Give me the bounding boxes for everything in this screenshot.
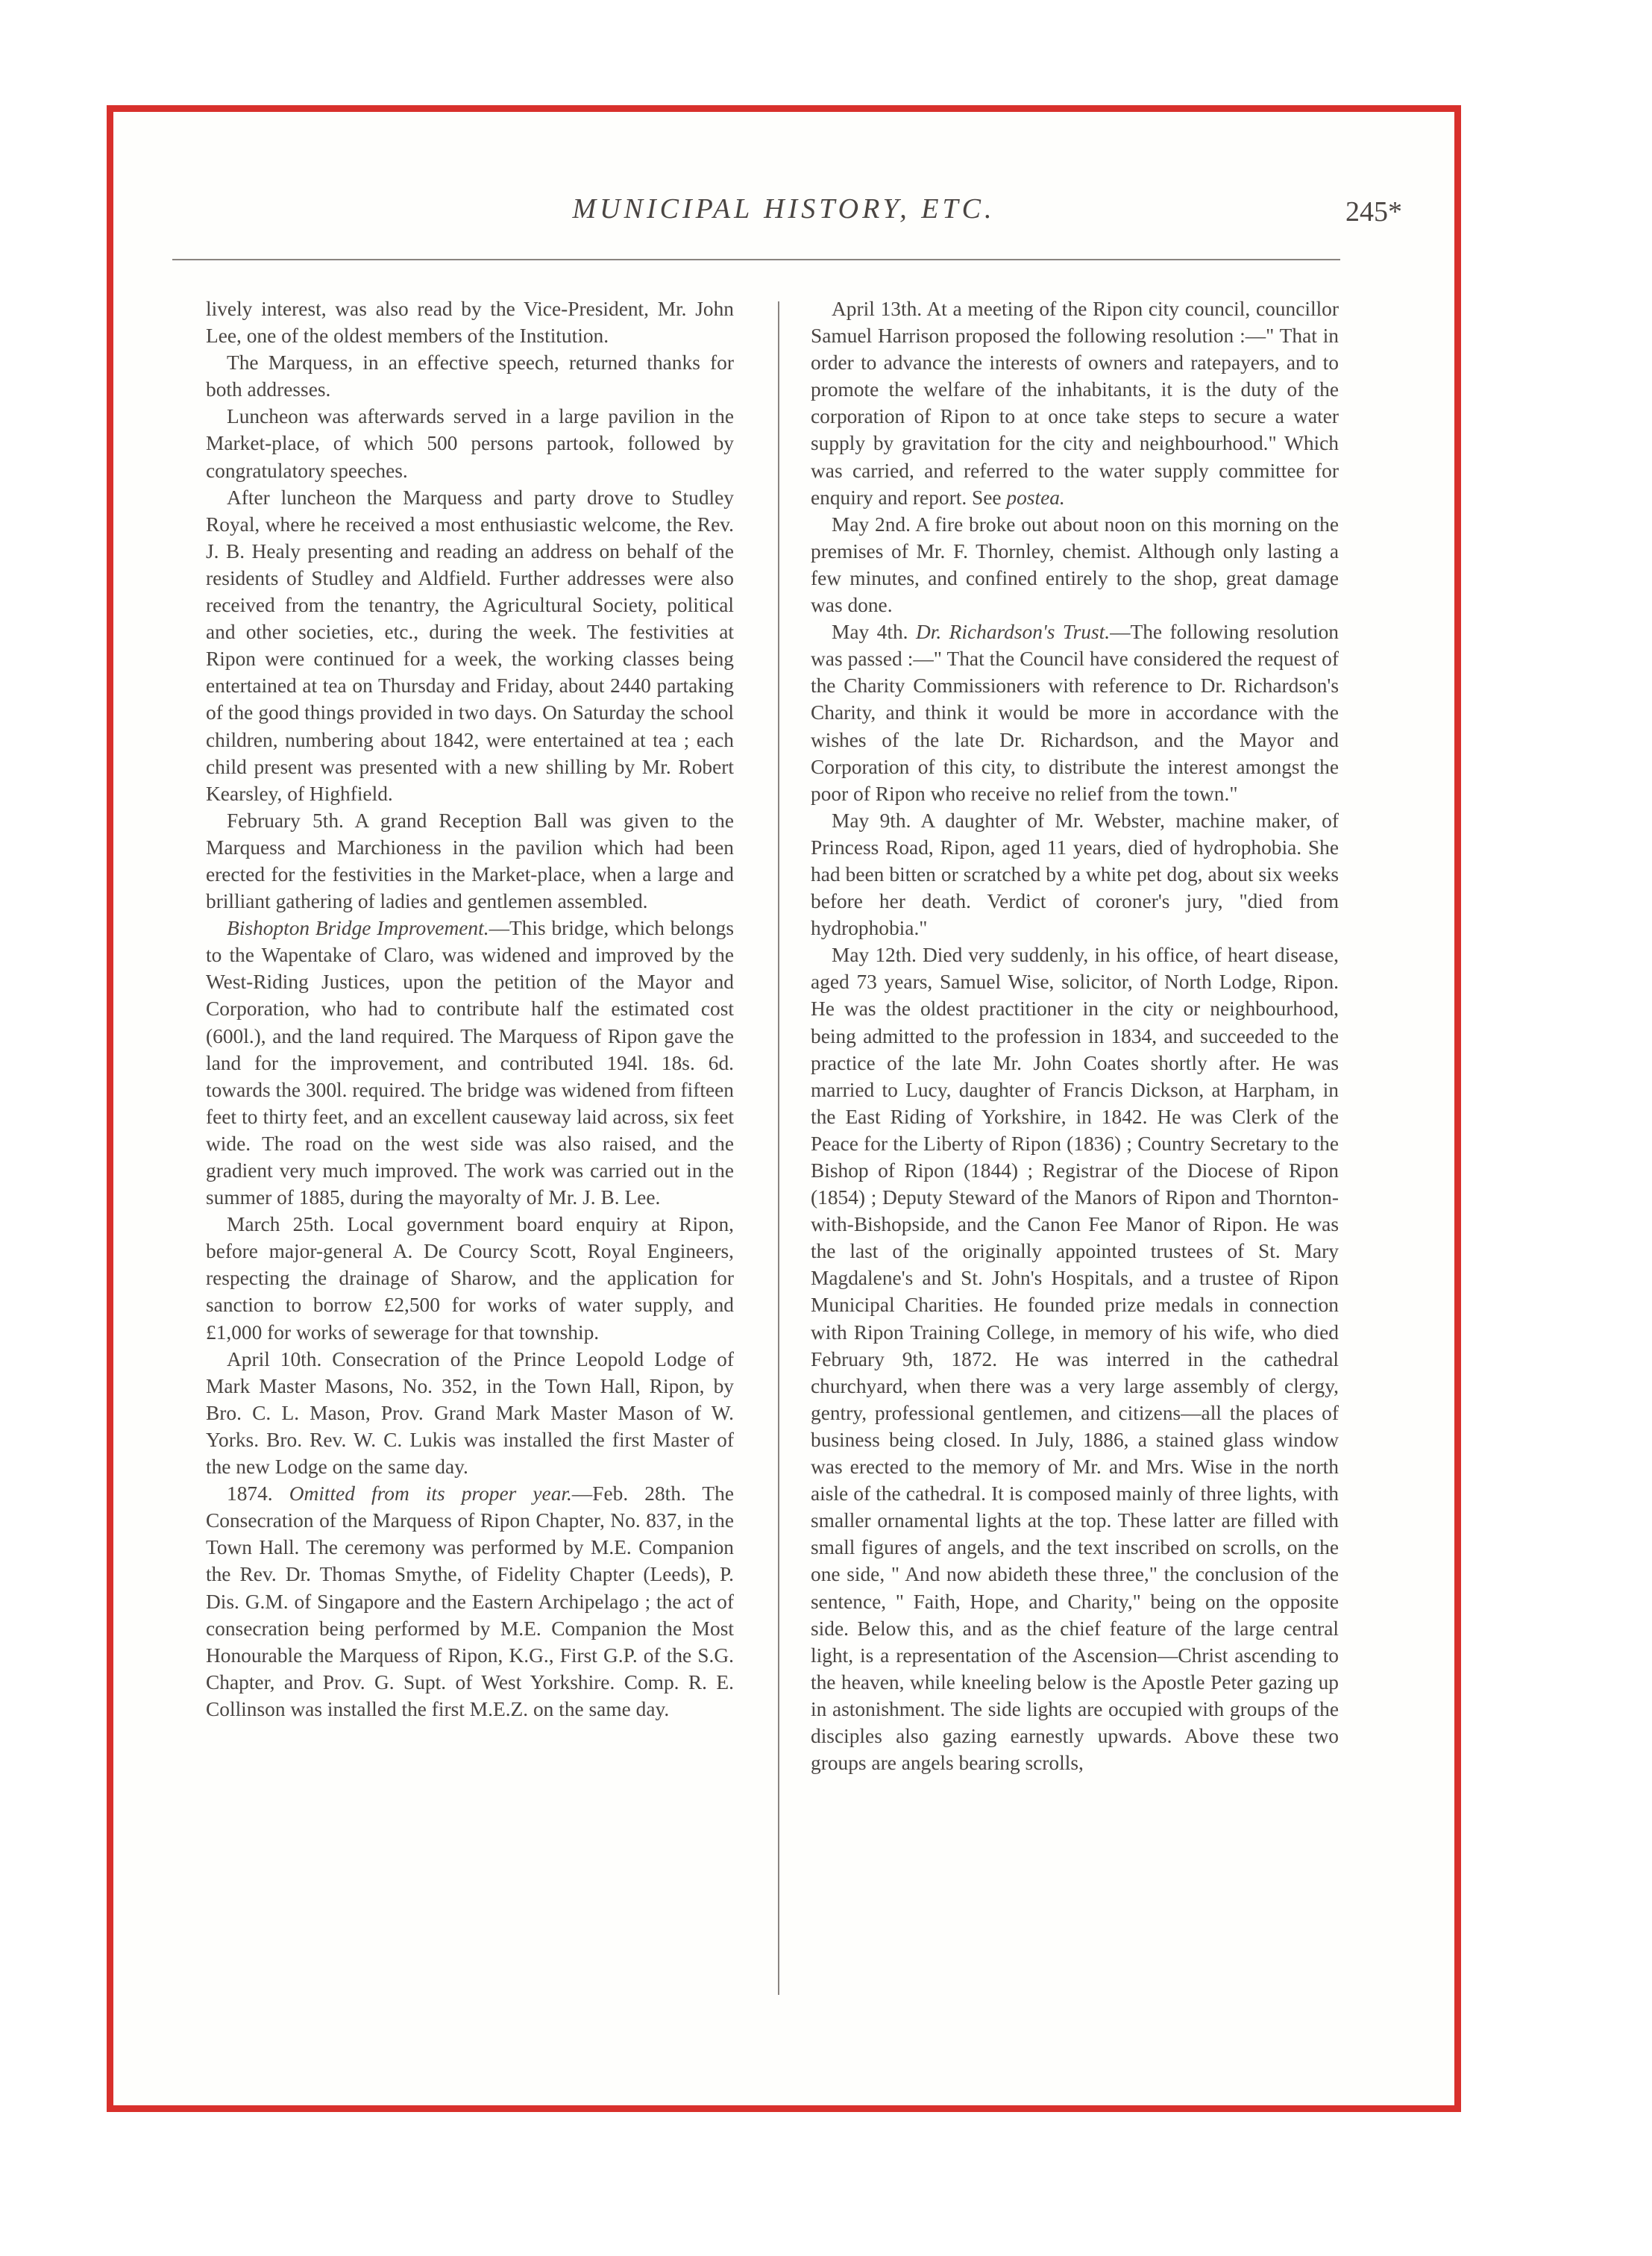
paragraph: Luncheon was afterwards served in a large pavilion in the Market-place, of which 500 persons partook, followed by congratulatory speeches.	[206, 405, 734, 482]
paragraph: May 2nd. A fire broke out about noon on this morning on the premises of Mr. F. Thornley, chemist. Although only lasting a few minutes, and confined entirely to the shop, great damage was done.	[811, 513, 1339, 617]
paragraph-body: —Feb. 28th. The Consecration of the Marquess of Ripon Chapter, No. 837, in the Town Hall. The ceremony was performed by M.E. Companion the Rev. Dr. Thomas Smythe, of Fidelity Chapter (Leeds), P. Dis. G.M. of Singapore and the Eastern Archipelago ; the act of consecration being performed by M.E. Companion the Most Honourable the Marquess of Ripon, K.G., First G.P. of the S.G. Chapter, and Prov. G. Supt. of West Yorkshire. Comp. R. E. Collinson was installed the first M.E.Z. on the same day.	[206, 1482, 734, 1720]
paragraph-lead: Dr. Richardson's Trust.	[915, 621, 1111, 644]
paragraph-body: —This bridge, which belongs to the Wapentake of Claro, was widened and improved by the West-Riding Justices, upon the petition of the Mayor and Corporation, who had to contribute half the estimated cost (600l.), and the land required. The Marquess of Ripon gave the land for the improvement, and contributed 194l. 18s. 6d. towards the 300l. required. The bridge was widened from fifteen feet to thirty feet, and an excellent causeway laid across, six feet wide. The road on the west side was also raised, and the gradient very much improved. The work was carried out in the summer of 1885, during the mayoralty of Mr. J. B. Lee.	[206, 917, 734, 1209]
page-border	[107, 105, 1461, 2112]
paragraph	[811, 295, 1339, 511]
paragraph: After luncheon the Marquess and party drove to Studley Royal, where he received a most enthusiastic welcome, the Rev. J. B. Healy presenting and reading an address on behalf of the residents of Studley and Aldfield. Further addresses were also received from the tenantry, the Agricultural Society, political and other societies, etc., during the week. The festivities at Ripon were continued for a week, the working classes being entertained at tea on Thursday and Friday, about 2440 partaking of the good things provided in two days. On Saturday the school children, numbering about 1842, were entertained at tea ; each child present was presented with a new shilling by Mr. Robert Kearsley, of Highfield.	[206, 486, 734, 805]
page-number: 245*	[1345, 196, 1402, 228]
running-head	[113, 192, 1454, 240]
paragraph	[206, 1480, 734, 1723]
paragraph-body: —The following resolution was passed :—" That the Council have considered the request of the Charity Commissioners with reference to Dr. Richardson's Charity, and think it would be more in accordance with the wishes of the late Dr. Richardson, and the Mayor and Corporation of this city, to distribute the interest amongst the poor of Ripon who receive no relief from the town."	[811, 621, 1339, 805]
paragraph-tail: postea.	[1006, 486, 1065, 509]
paragraph-lead: Bishopton Bridge Improvement.	[227, 917, 489, 940]
paragraph: lively interest, was also read by the Vice-President, Mr. John Lee, one of the oldest members of the Institution.	[206, 298, 734, 348]
paragraph: February 5th. A grand Reception Ball was given to the Marquess and Marchioness in the pavilion which had been erected for the festivities in the Market-place, when a large and brilliant gathering of ladies and gentlemen assembled.	[206, 809, 734, 913]
paragraph-lead: Omitted from its proper year.	[289, 1482, 572, 1505]
paragraph	[811, 618, 1339, 807]
paragraph: April 10th. Consecration of the Prince Leopold Lodge of Mark Master Masons, No. 352, in the Town Hall, Ripon, by Bro. C. L. Mason, Prov. Grand Mark Master Mason of W. Yorks. Bro. Rev. W. C. Lukis was installed the first Master of the new Lodge on the same day.	[206, 1347, 734, 1479]
paragraph-body: April 13th. At a meeting of the Ripon city council, councillor Samuel Harrison proposed the following resolution :—" That in order to advance the interests of owners and ratepayers, and to promote the welfare of the inhabitants, it is the duty of the corporation of Ripon to at once take steps to secure a water supply by gravitation for the city and neighbourhood." Which was carried, and referred to the water supply committee for enquiry and report. See	[811, 298, 1339, 509]
paragraph: The Marquess, in an effective speech, returned thanks for both addresses.	[206, 351, 734, 401]
running-title: MUNICIPAL HISTORY, ETC.	[572, 193, 996, 225]
paragraph: March 25th. Local government board enquiry at Ripon, before major-general A. De Courcy Scott, Royal Engineers, respecting the drainage of Sharow, and the application for sanction to borrow £2,500 for works of water supply, and £1,000 for works of sewerage for that township.	[206, 1213, 734, 1344]
left-column	[206, 295, 734, 1723]
paragraph-prefix: May 4th.	[832, 621, 916, 644]
paragraph	[206, 915, 734, 1211]
paragraph: May 12th. Died very suddenly, in his office, of heart disease, aged 73 years, Samuel Wise, solicitor, of North Lodge, Ripon. He was the oldest practitioner in the city or neighbourhood, being admitted to the profession in 1834, and succeeded to the practice of the late Mr. John Coates shortly after. He was married to Lucy, daughter of Francis Dickson, at Harpham, in the East Riding of Yorkshire, in 1842. He was Clerk of the Peace for the Liberty of Ripon (1836) ; Country Secretary to the Bishop of Ripon (1844) ; Registrar of the Diocese of Ripon (1854) ; Deputy Steward of the Manors of Ripon and Thornton-with-Bishopside, and the Canon Fee Manor of Ripon. He was the last of the originally appointed trustees of St. Mary Magdalene's and St. John's Hospitals, and a trustee of Ripon Municipal Charities. He founded prize medals in connection with Ripon Training College, in memory of his wife, who died February 9th, 1872. He was interred in the cathedral churchyard, when there was a very large assembly of clergy, gentry, professional gentlemen, and citizens—all the places of business being closed. In July, 1886, a stained glass window was erected to the memory of Mr. and Mrs. Wise in the north aisle of the cathedral. It is composed mainly of three lights, with smaller ornamental lights at the top. These latter are filled with small figures of angels, and the text inscribed on scrolls, on the one side, " And now abideth these three," the conclusion of the sentence, " Faith, Hope, and Charity," being on the opposite side. Below this, and as the chief feature of the large central light, is a representation of the Ascension—Christ ascending to the heaven, while kneeling below is the Apostle Peter gazing up in astonishment. The side lights are occupied with groups of the disciples also gazing earnestly upwards. Above these two groups are angels bearing scrolls,	[811, 944, 1339, 1775]
column-divider	[778, 301, 779, 1995]
paragraph: May 9th. A daughter of Mr. Webster, machine maker, of Princess Road, Ripon, aged 11 years, died of hydrophobia. She had been bitten or scratched by a white pet dog, about six weeks before her death. Verdict of coroner's jury, "died from hydrophobia."	[811, 809, 1339, 940]
header-rule	[172, 259, 1340, 260]
right-column	[811, 295, 1339, 1776]
paragraph-prefix: 1874.	[227, 1482, 289, 1505]
